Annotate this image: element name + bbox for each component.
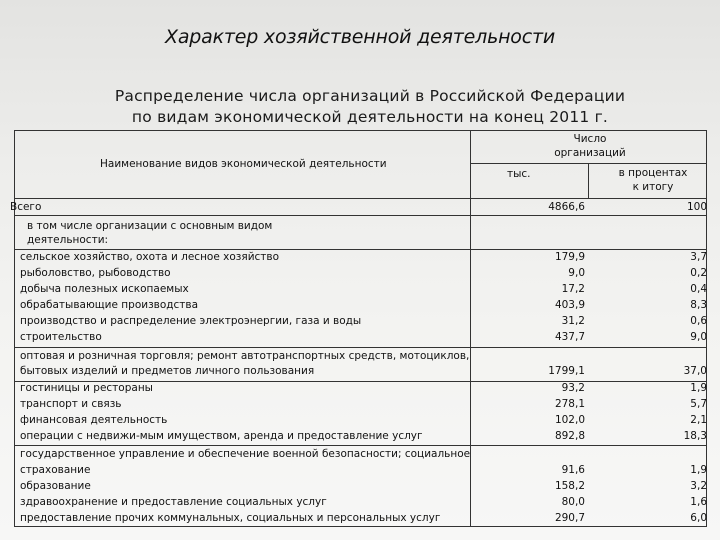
row-thousands: 403,9 (554, 299, 585, 311)
row-thousands: 158,2 (554, 480, 585, 492)
row-percent: 1,9 (690, 464, 707, 476)
row-label: производство и распределение электроэнергии, газа и воды (20, 315, 362, 327)
row-thousands: 179,9 (554, 251, 585, 263)
row-percent: 2,1 (690, 414, 707, 426)
header-count-line1: Число (573, 133, 607, 145)
row-label: образование (20, 480, 91, 492)
row-percent: 37,0 (683, 365, 707, 377)
row-label: сельское хозяйство, охота и лесное хозяйство (20, 251, 280, 263)
row-label: предоставление прочих коммунальных, социальных и персональных услуг (20, 512, 441, 524)
row-thousands: 437,7 (554, 331, 585, 343)
row-label-line-1: оптовая и розничная торговля; ремонт автотранспортных средств, мотоциклов, (20, 350, 470, 362)
row-label: здравоохранение и предоставление социальных услуг (20, 496, 327, 508)
row-thousands: 91,6 (561, 464, 585, 476)
header-thousands: тыс. (507, 168, 531, 180)
row-label: строительство (20, 331, 102, 343)
row-label: добыча полезных ископаемых (20, 283, 189, 295)
row-label: гостиницы и рестораны (20, 382, 153, 394)
row-percent: 1,9 (690, 382, 707, 394)
row-percent: 0,2 (690, 267, 707, 279)
row-thousands: 102,0 (554, 414, 585, 426)
row-label: операции с недвижи-мым имуществом, аренда и предоставление услуг (20, 430, 423, 442)
row-label: рыболовство, рыбоводство (20, 267, 171, 279)
row-thousands: 1799,1 (548, 365, 585, 377)
row-label-line-2: страхование (20, 464, 91, 476)
row-percent: 3,2 (690, 480, 707, 492)
row-label: транспорт и связь (20, 398, 122, 410)
header-activity: Наименование видов экономической деятельности (100, 158, 387, 170)
slide-title: Характер хозяйственной деятельности (165, 26, 555, 48)
row-percent: 0,4 (690, 283, 707, 295)
total-label: Всего (10, 201, 42, 213)
row-label: обрабатывающие производства (20, 299, 199, 311)
row-thousands: 17,2 (561, 283, 585, 295)
row-percent: 18,3 (683, 430, 707, 442)
including-line-2: деятельности: (27, 234, 109, 246)
row-thousands: 93,2 (561, 382, 585, 394)
row-percent: 5,7 (690, 398, 707, 410)
row-percent: 9,0 (690, 331, 707, 343)
total-percent: 100 (686, 201, 707, 213)
row-thousands: 892,8 (554, 430, 585, 442)
row-label-line-2: бытовых изделий и предметов личного пользования (20, 365, 315, 377)
subtitle-line-2: по видам экономической деятельности на конец 2011 г. (131, 108, 609, 126)
row-percent: 0,6 (690, 315, 707, 327)
row-thousands: 31,2 (561, 315, 585, 327)
subtitle-line-1: Распределение числа организаций в Российской Федерации (114, 87, 626, 105)
row-label-line-1: государственное управление и обеспечение военной безопасности; социальное (20, 448, 471, 460)
total-thousands: 4866,6 (548, 201, 585, 213)
row-thousands: 278,1 (554, 398, 585, 410)
row-percent: 3,7 (690, 251, 707, 263)
row-label: финансовая деятельность (20, 414, 168, 426)
including-line-1: в том числе организации с основным видом (27, 220, 273, 232)
row-percent: 6,0 (690, 512, 707, 524)
row-thousands: 290,7 (554, 512, 585, 524)
row-percent: 8,3 (690, 299, 707, 311)
header-percent-line2: к итогу (632, 181, 674, 193)
row-percent: 1,6 (690, 496, 707, 508)
header-percent-line1: в процентах (618, 167, 688, 179)
row-thousands: 80,0 (561, 496, 585, 508)
header-count-line2: организаций (554, 147, 626, 159)
row-thousands: 9,0 (568, 267, 585, 279)
